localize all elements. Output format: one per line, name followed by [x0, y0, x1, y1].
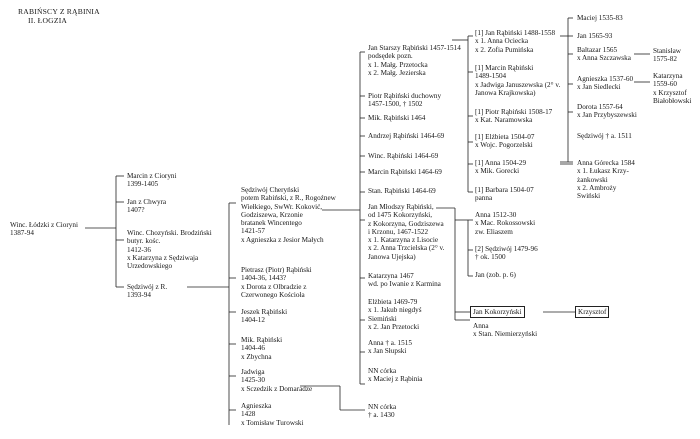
person-entry: Marcin z Cioryni 1399-1405 [127, 172, 177, 189]
person-entry: [1] Elżbieta 1504-07 x Wojc. Pogorzelski [475, 133, 535, 150]
person-entry: Stan. Rąbiński 1464-69 [368, 187, 436, 195]
person-entry: [2] Sędziwój 1479-96 † ok. 1500 [475, 245, 538, 262]
person-entry: Winc. Chozyński. Brodziński butyr. kośc. 1412-36 x Katarzyna z Sędziwaja Urzedowskiego [127, 229, 212, 271]
person-entry: Stanisław 1575-82 [653, 47, 681, 64]
person-entry: Anna Górecka 1584 x 1. Łukasz Krzy- żankowski x 2. Ambroży Swiński [577, 159, 635, 201]
person-entry: [1] Anna 1504-29 x Mik. Gorecki [475, 159, 527, 176]
person-entry: Piotr Rąbiński duchowny 1457-1500, † 1502 [368, 92, 442, 109]
person-entry: Sędziwój z R. 1393-94 [127, 283, 168, 300]
person-entry: Mik. Rąbiński 1464 [368, 114, 426, 122]
person-entry: Agnieszka 1537-60 x Jan Siedlecki [577, 75, 634, 92]
person-entry: Jeszek Rąbiński 1404-12 [241, 308, 288, 325]
person-entry: Jan Starszy Rąbiński 1457-1514 podsędek pozn. x 1. Małg. Przetocka x 2. Małg. Jezierska [368, 44, 461, 77]
person-entry: Jan 1565-93 [577, 32, 613, 40]
person-entry: Katarzyna 1467 wd. po Iwanie z Karmina [368, 272, 441, 289]
person-entry: Jan (zob. p. 6) [475, 271, 516, 279]
person-entry: Anna x Stan. Niemierzyński [473, 322, 538, 339]
page-title: RABIŃSCY Z RĄBINIA [18, 7, 100, 16]
person-entry: Marcin Rąbiński 1464-69 [368, 168, 442, 176]
person-entry: [1] Piotr Rąbiński 1508-17 x Kat. Naramowska [475, 108, 553, 125]
person-entry: Sędziwój Cheryński potem Rabiński, z R., Rogoźnew Wiełkiego, SwWr. Koković, Godziszewa, Krzonie bratanek Wincentego 1421-57 x Agnieszka z Jesior Małych [241, 186, 336, 244]
person-entry: Jan z Chwyra 1407? [127, 198, 167, 215]
person-entry: Jan Kokorzyński [470, 306, 525, 318]
person-entry: Winc. Łódzki z Cioryni 1387-94 [10, 221, 78, 238]
page-subtitle: II. ŁOGZIA [28, 16, 68, 25]
person-entry: Pietrasz (Piotr) Rąbiński 1404-36, 1443? x Dorota z Olbradzie z Czerwonego Kościoła [241, 266, 312, 299]
person-entry: Anna 1512-30 x Mac. Rokossowski zw. Eliaszem [475, 211, 536, 236]
person-entry: Krzysztof [575, 306, 609, 318]
person-entry: Agnieszka 1428 x Tomisław Turowski [241, 402, 304, 427]
person-entry: [1] Marcin Rąbiński 1489-1504 x Jadwiga Januszewska (2° v. Janowa Krajkowska) [475, 64, 561, 97]
person-entry: [1] Jan Rąbiński 1488-1558 x 1. Anna Ociecka x 2. Zofia Pumińska [475, 29, 556, 54]
person-entry: Maciej 1535-83 [577, 14, 623, 22]
person-entry: Elżbieta 1469-79 x 1. Jakub niegdyś Siemiński x 2. Jan Przetocki [368, 298, 422, 331]
person-entry: Baltazar 1565 x Anna Szczawska [577, 46, 631, 63]
person-entry: NN córka † a. 1430 [368, 403, 397, 420]
person-entry: Jan Młodszy Rąbiński, od 1475 Kokorzyński, z Kokorzyna, Godziszewa i Krzonu, 1467-1522 x 1. Katarzyna z Lisocie x 2. Anna Trzcielska (2° v. Janowa Ujejska) [368, 203, 445, 261]
person-entry: Jadwiga 1425-30 x Sczedzik z Domaradze [241, 368, 313, 393]
person-entry: Dorota 1557-64 x Jan Przybyszewski [577, 103, 637, 120]
person-entry: Katarzyna 1559-60 x Krzysztof Białobłowski [653, 72, 692, 105]
person-entry: [1] Barbara 1504-07 panna [475, 186, 534, 203]
person-entry: NN córka x Maciej z Rąbinia [368, 367, 423, 384]
person-entry: Winc. Rąbiński 1464-69 [368, 152, 439, 160]
person-entry: Andrzej Rąbiński 1464-69 [368, 132, 445, 140]
person-entry: Mik. Rąbiński 1404-46 x Zbychna [241, 336, 283, 361]
person-entry: Sędziwój † a. 1511 [577, 132, 632, 140]
person-entry: Anna † a. 1515 x Jan Słupski [368, 339, 412, 356]
